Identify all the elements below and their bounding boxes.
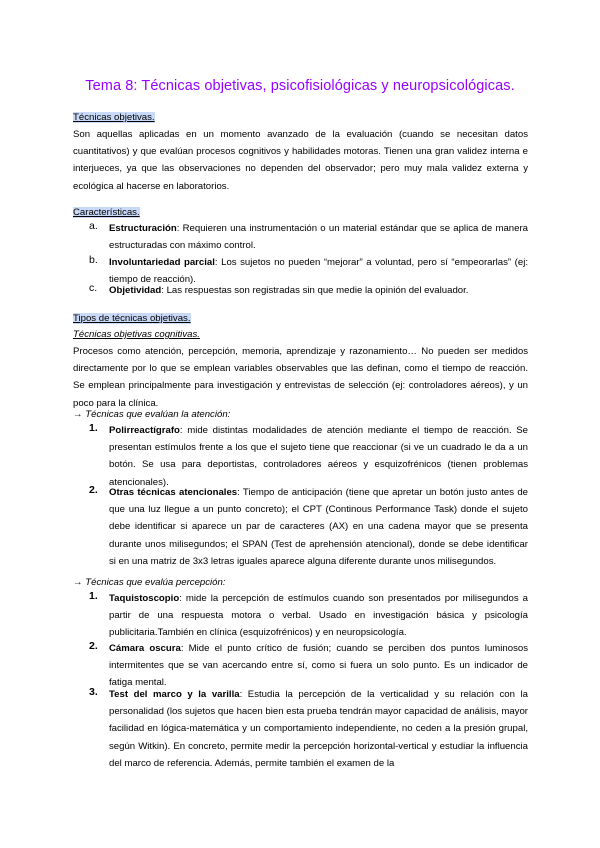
section-types xyxy=(73,310,528,327)
section-heading: Características. xyxy=(73,207,140,218)
list-marker: 2. xyxy=(89,640,98,652)
list-term: Estructuración xyxy=(109,223,177,234)
list-marker: 2. xyxy=(89,484,98,496)
list-marker: c. xyxy=(89,282,98,294)
list-marker: 1. xyxy=(89,590,98,602)
list-text: : Tiempo de anticipación (tiene que apretar un botón justo antes de que una luz llegue a un punto concreto); el CPT (Continous Performance Task) donde el sujeto debe identificar si aparece un par de caracteres (AX) en una cadena mayor que se presenta durante unos milisegundos; el SPAN (Test de aprehensión atencional), donde se debe identificar si en una matriz de 3x3 letras iguales aparece alguna diferente durante unos milisegundos. xyxy=(109,487,528,567)
list-term: Cámara oscura xyxy=(109,643,181,654)
list-term: Test del marco y la varilla xyxy=(109,689,240,700)
list-text: : Requieren una instrumentación o un material estándar que se aplica de manera estructuradas con máximo control. xyxy=(109,223,528,252)
section-characteristics xyxy=(73,204,528,221)
list-term: Objetividad xyxy=(109,285,162,296)
list-term: Otras técnicas atencionales xyxy=(109,487,238,498)
list-text: : Mide el punto crítico de fusión; cuando se perciben dos puntos luminosos intermitentes que se van acercando entre sí, como si fuera un solo punto. Es un indicador de fatiga mental. xyxy=(109,643,528,689)
section-heading: Técnicas objetivas. xyxy=(73,112,155,123)
section-heading: Tipos de técnicas objetivas. xyxy=(73,313,191,324)
list-marker: 1. xyxy=(89,422,98,434)
page-title: Tema 8: Técnicas objetivas, psicofisiológicas y neuropsicológicas. xyxy=(85,78,515,94)
list-marker: 3. xyxy=(89,686,98,698)
list-text: : Las respuestas son registradas sin que medie la opinión del evaluador. xyxy=(161,285,469,296)
list-text: : mide distintas modalidades de atención mediante el tiempo de reacción. Se presentan estímulos frente a los que el sujeto tiene que reaccionar (si ve un cuadrado le da a un botón. Se usa para deportistas, controladores aéreos y esquizofrénicos (tienen problemas atencionales). xyxy=(109,425,528,488)
list-marker: b. xyxy=(89,254,98,266)
list-marker: a. xyxy=(89,220,98,232)
list-text: : Los sujetos no pueden “mejorar” a voluntad, pero sí “empeorarlas” (ej: tiempo de reacción). xyxy=(109,257,528,286)
list-text: : Estudia la percepción de la verticalidad y su relación con la personalidad (los sujetos que hacen bien esta prueba tendrán mayor capacidad de análisis, mayor facilidad en lógica-matemática y un comportamiento independiente, no ceden a la presión grupal, según Witkin). En concreto, permite medir la percepción horizontal-vertical y estudiar la influencia del marco de referencia. Además, permite también el examen de la xyxy=(109,689,528,769)
perception-heading: → Técnicas que evalúa percepción: xyxy=(73,577,226,588)
list-text: : mide la percepción de estímulos cuando son presentados por milisegundos a partir de una respuesta motora o verbal. Usado en investigación básica y psicología publicitaria.También en clínica (esquizofrénicos) y en neuropsicología. xyxy=(109,593,528,639)
section-objective-techniques xyxy=(73,109,528,126)
subsection-heading xyxy=(73,326,528,343)
section-paragraph: Son aquellas aplicadas en un momento avanzado de la evaluación (cuando se necesitan datos cuantitativos) y que evalúan procesos cognitivos y habilidades motoras. Tienen una gran validez interna e interjueces, ya que las observaciones no dependen del observador; pero muy mala validez externa y ecológica al hacerse en laboratorios. xyxy=(73,129,528,192)
list-term: Taquistoscopio xyxy=(109,593,180,604)
list-term: Involuntariedad parcial xyxy=(109,257,215,268)
section-paragraph: Procesos como atención, percepción, memoria, aprendizaje y razonamiento… No pueden ser medidos directamente por lo que se emplean variables observables que las definan, como el tiempo de reacción. Se emplean principalmente para investigación y entrevistas de selección (ej: controladores aéreos), y un poco para la clínica. xyxy=(73,346,528,409)
attention-heading: → Técnicas que evalúan la atención: xyxy=(73,409,231,420)
list-term: Polirreactígrafo xyxy=(109,425,180,436)
subsection-heading-text: Técnicas objetivas cognitivas. xyxy=(73,329,200,340)
